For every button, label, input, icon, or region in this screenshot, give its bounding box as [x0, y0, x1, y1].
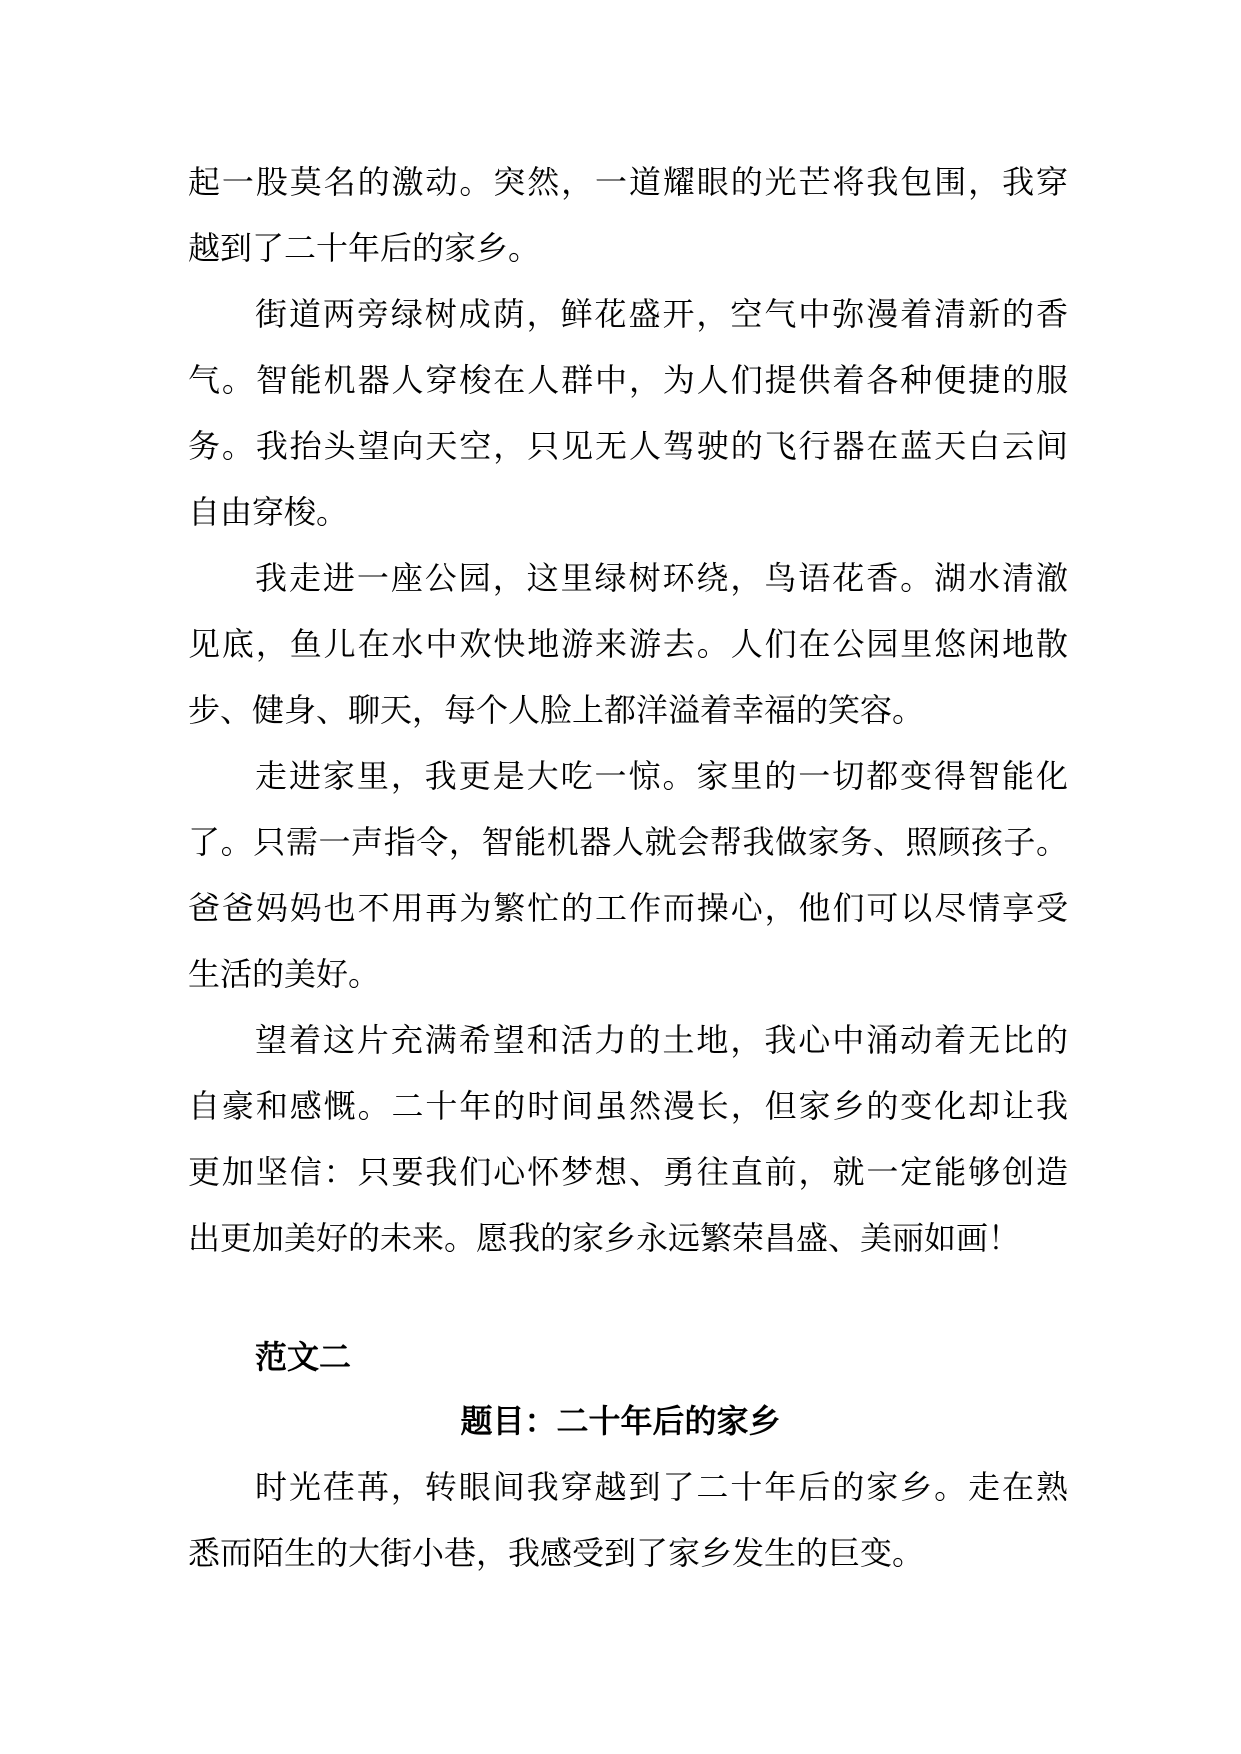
- text-line: 时光荏苒，转眼间我穿越到了二十年后的家乡。走在熟: [255, 1468, 1068, 1506]
- text-line: 自由穿梭。: [188, 493, 349, 531]
- text-line: 见底，鱼儿在水中欢快地游来游去。人们在公园里悠闲地散: [188, 625, 1068, 663]
- text-line: 悉而陌生的大街小巷，我感受到了家乡发生的巨变。: [188, 1534, 925, 1572]
- text-line: 望着这片充满希望和活力的土地，我心中涌动着无比的: [255, 1021, 1068, 1059]
- text-line: 更加坚信：只要我们心怀梦想、勇往直前，就一定能够创造: [188, 1153, 1068, 1191]
- text-line: 走进家里，我更是大吃一惊。家里的一切都变得智能化: [255, 757, 1068, 795]
- text-line: 起一股莫名的激动。突然，一道耀眼的光芒将我包围，我穿: [188, 163, 1068, 201]
- essay-title: 题目：二十年后的家乡: [460, 1402, 781, 1440]
- text-line: 步、健身、聊天，每个人脸上都洋溢着幸福的笑容。: [188, 691, 925, 729]
- section-heading: 范文二: [255, 1338, 352, 1376]
- text-line: 生活的美好。: [188, 955, 381, 993]
- text-line: 爸爸妈妈也不用再为繁忙的工作而操心，他们可以尽情享受: [188, 889, 1068, 927]
- text-line: 务。我抬头望向天空，只见无人驾驶的飞行器在蓝天白云间: [188, 427, 1068, 465]
- text-line: 气。智能机器人穿梭在人群中，为人们提供着各种便捷的服: [188, 361, 1068, 399]
- text-line: 出更加美好的未来。愿我的家乡永远繁荣昌盛、美丽如画！: [188, 1219, 1021, 1257]
- text-line: 街道两旁绿树成荫，鲜花盛开，空气中弥漫着清新的香: [255, 295, 1068, 333]
- text-line: 我走进一座公园，这里绿树环绕，鸟语花香。湖水清澈: [255, 559, 1068, 597]
- text-line: 自豪和感慨。二十年的时间虽然漫长，但家乡的变化却让我: [188, 1087, 1068, 1125]
- text-line: 了。只需一声指令，智能机器人就会帮我做家务、照顾孩子。: [188, 823, 1068, 861]
- text-line: 越到了二十年后的家乡。: [188, 229, 541, 267]
